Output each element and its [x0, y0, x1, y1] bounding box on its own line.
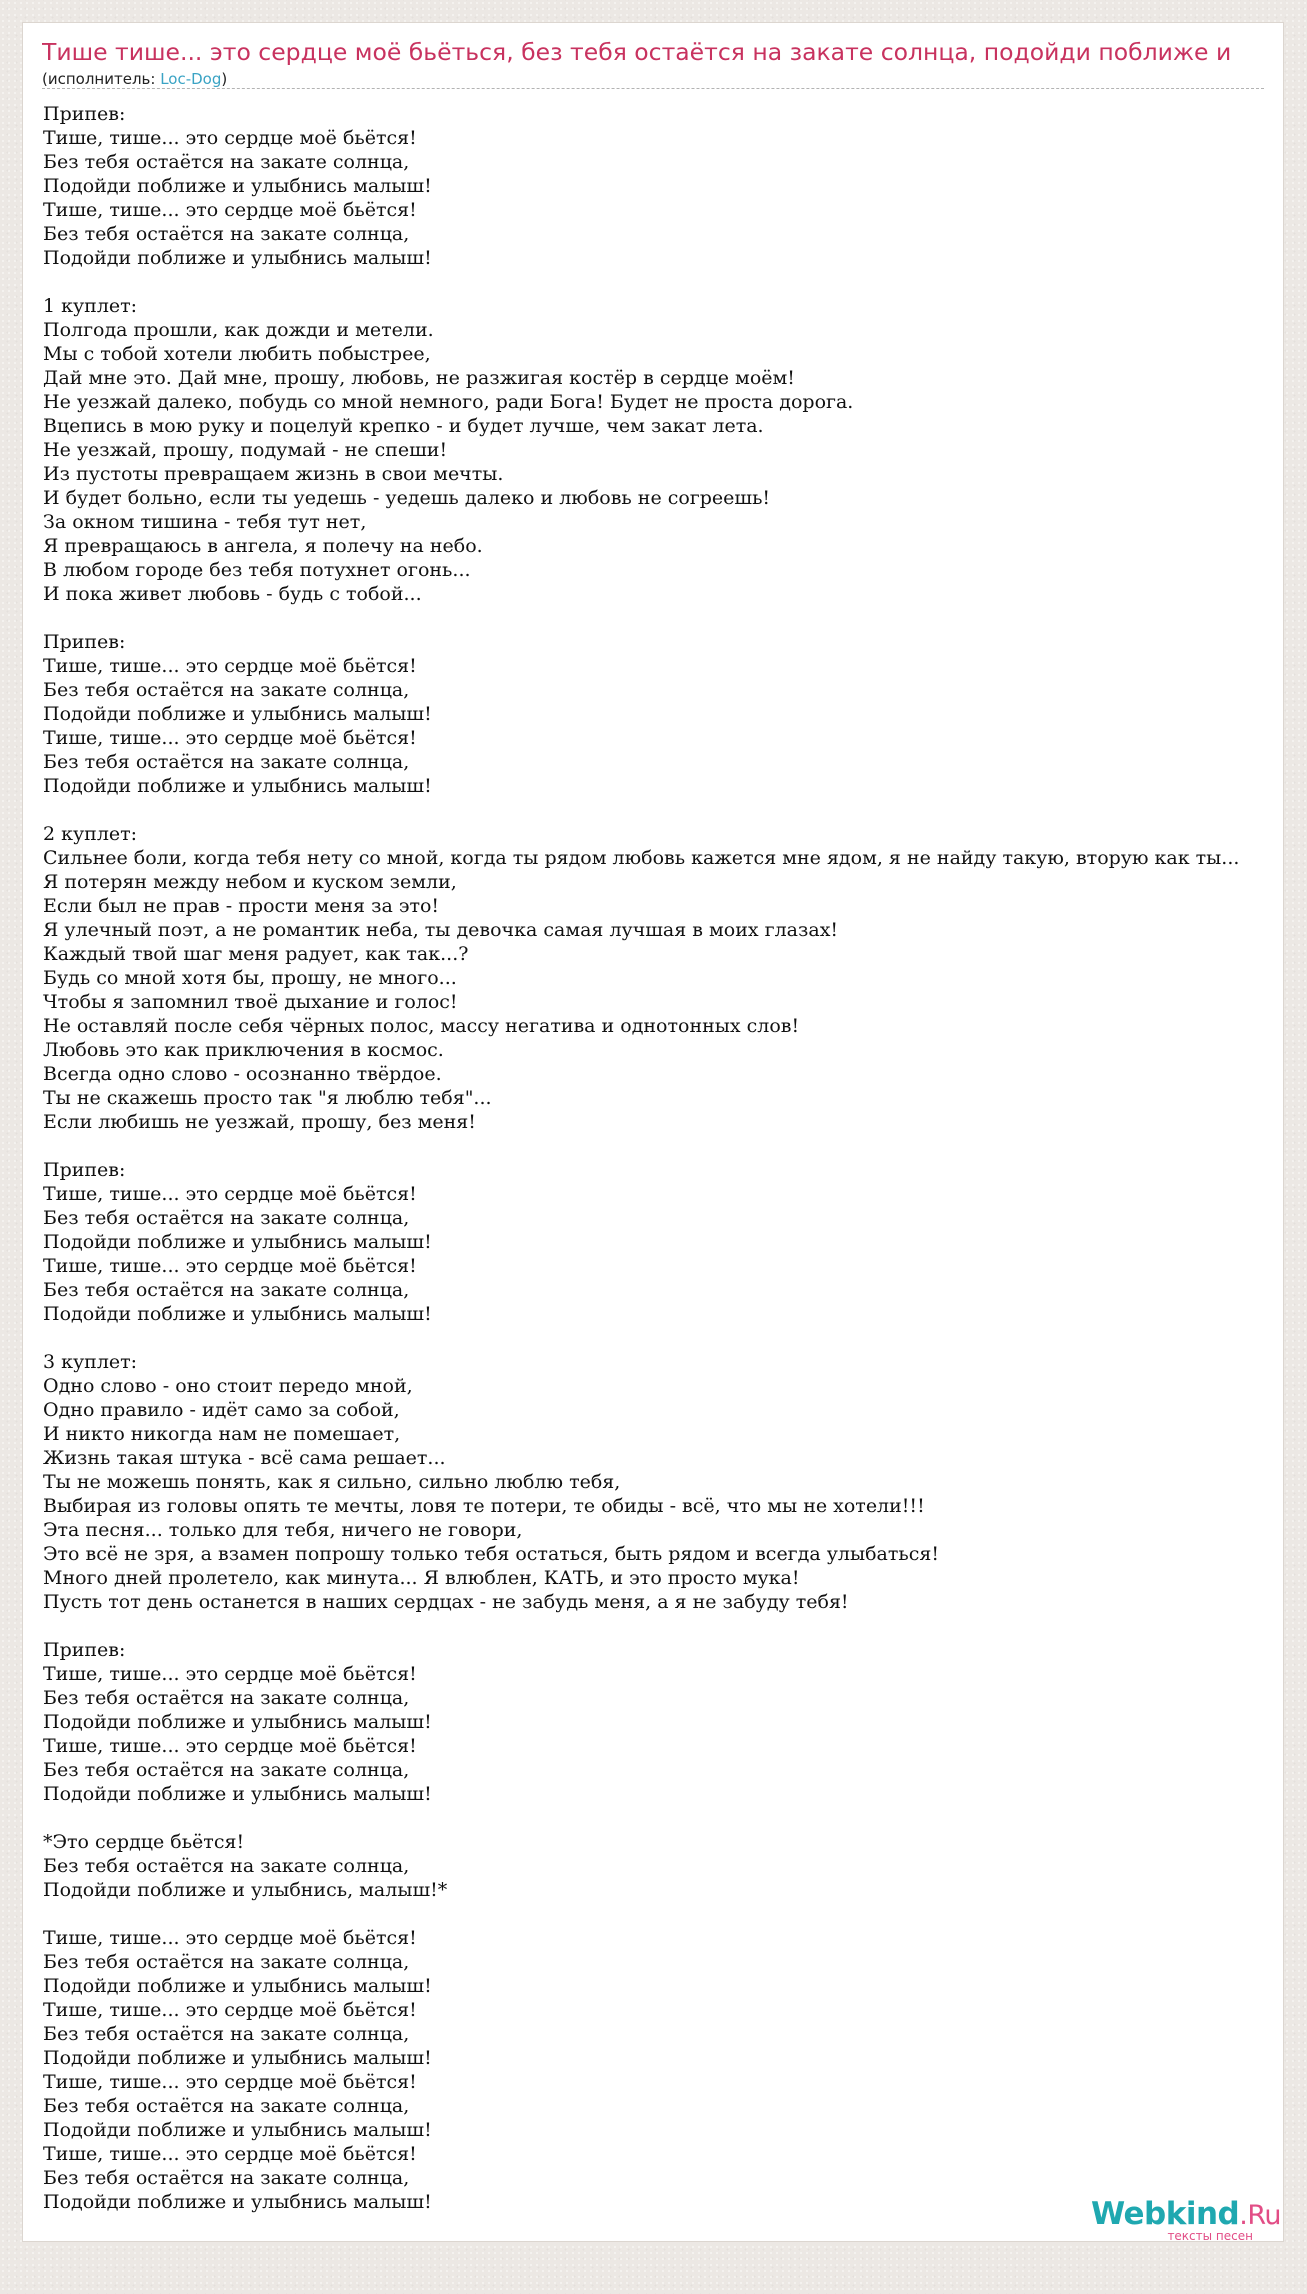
lyrics-line: 1 куплет: — [43, 295, 138, 317]
lyrics-line: Подойди поближе и улыбнись малыш! — [43, 1975, 432, 1997]
logo-wordmark-main: Webkind — [1090, 2196, 1240, 2232]
lyrics-line: И никто никогда нам не помешает, — [43, 1423, 401, 1445]
lyrics-line: Если любишь не уезжай, прошу, без меня! — [43, 1111, 476, 1133]
song-title: Тише тише... это сердце моё бьёться, без тебя остаётся на закате солнца, подойди поближе и — [42, 39, 1232, 65]
lyrics-line: И пока живет любовь - будь с тобой... — [43, 583, 422, 605]
lyrics-card — [22, 22, 1284, 2242]
lyrics-line: Тише, тише... это сердце моё бьётся! — [43, 1735, 417, 1757]
lyrics-line: Не уезжай далеко, побудь со мной немного, ради Бога! Будет не проста дорога. — [43, 391, 854, 413]
lyrics-line: Не уезжай, прошу, подумай - не спеши! — [43, 439, 448, 461]
lyrics-line: Тише, тише... это сердце моё бьётся! — [43, 1999, 417, 2021]
lyrics-line: Тише, тише... это сердце моё бьётся! — [43, 1183, 417, 1205]
lyrics-line: Будь со мной хотя бы, прошу, не много... — [43, 967, 457, 989]
lyrics-line: Пусть тот день останется в наших сердцах - не забудь меня, а я не забуду тебя! — [43, 1591, 849, 1613]
artist-prefix: (исполнитель: — [42, 70, 161, 88]
lyrics-blank-line — [43, 1902, 1283, 1926]
lyrics-line: Тише, тише... это сердце моё бьётся! — [43, 1255, 417, 1277]
lyrics-line: Одно слово - оно стоит передо мной, — [43, 1375, 413, 1397]
lyrics-line: Без тебя остаётся на закате солнца, — [43, 1279, 410, 1301]
lyrics-blank-line — [43, 606, 1283, 630]
lyrics-line: Тише, тише... это сердце моё бьётся! — [43, 1663, 417, 1685]
lyrics-line: Я превращаюсь в ангела, я полечу на небо. — [43, 535, 483, 557]
lyrics-line: Подойди поближе и улыбнись малыш! — [43, 247, 432, 269]
lyrics-line: Тише, тише... это сердце моё бьётся! — [43, 127, 417, 149]
lyrics-line: Жизнь такая штука - всё сама решает... — [43, 1447, 446, 1469]
lyrics-line: Подойди поближе и улыбнись малыш! — [43, 1711, 432, 1733]
lyrics-line: Припев: — [43, 631, 126, 653]
lyrics-line: За окном тишина - тебя тут нет, — [43, 511, 367, 533]
lyrics-line: Полгода прошли, как дожди и метели. — [43, 319, 434, 341]
lyrics-line: Чтобы я запомнил твоё дыхание и голос! — [43, 991, 458, 1013]
lyrics-line: Подойди поближе и улыбнись малыш! — [43, 2119, 432, 2141]
lyrics-line: Без тебя остаётся на закате солнца, — [43, 2095, 410, 2117]
lyrics-line: Это всё не зря, а взамен попрошу только тебя остаться, быть рядом и всегда улыбаться! — [43, 1543, 939, 1565]
lyrics-line: Без тебя остаётся на закате солнца, — [43, 1951, 410, 1973]
lyrics-line: Я улечный поэт, а не романтик неба, ты девочка самая лучшая в моих глазах! — [43, 919, 839, 941]
lyrics-line: Припев: — [43, 103, 126, 125]
lyrics-blank-line — [43, 798, 1283, 822]
lyrics-line: Много дней пролетело, как минута... Я влюблен, КАТЬ, и это просто мука! — [43, 1567, 800, 1589]
lyrics-line: Без тебя остаётся на закате солнца, — [43, 1687, 410, 1709]
lyrics-line: Тише, тише... это сердце моё бьётся! — [43, 655, 417, 677]
lyrics-line: Припев: — [43, 1159, 126, 1181]
lyrics-line: Ты не скажешь просто так "я люблю тебя"... — [43, 1087, 492, 1109]
lyrics-line: Без тебя остаётся на закате солнца, — [43, 2023, 410, 2045]
lyrics-line: Подойди поближе и улыбнись, малыш!* — [43, 1879, 448, 1901]
lyrics-line: Подойди поближе и улыбнись малыш! — [43, 1783, 432, 1805]
lyrics-line: Без тебя остаётся на закате солнца, — [43, 151, 410, 173]
lyrics-line: Ты не можешь понять, как я сильно, сильно люблю тебя, — [43, 1471, 621, 1493]
lyrics-blank-line — [43, 1134, 1283, 1158]
lyrics-line: Тише, тише... это сердце моё бьётся! — [43, 1927, 417, 1949]
lyrics-line: Подойди поближе и улыбнись малыш! — [43, 1231, 432, 1253]
lyrics-line: Эта песня... только для тебя, ничего не говори, — [43, 1519, 523, 1541]
lyrics-line: Из пустоты превращаем жизнь в свои мечты. — [43, 463, 504, 485]
lyrics-line: Без тебя остаётся на закате солнца, — [43, 2167, 410, 2189]
lyrics-line: Каждый твой шаг меня радует, как так...? — [43, 943, 469, 965]
lyrics-line: 3 куплет: — [43, 1351, 138, 1373]
lyrics-line: И будет больно, если ты уедешь - уедешь далеко и любовь не согреешь! — [43, 487, 771, 509]
logo-wordmark-tld: .Ru — [1239, 2200, 1281, 2231]
lyrics-line: Всегда одно слово - осознанно твёрдое. — [43, 1063, 442, 1085]
artist-line — [42, 70, 1264, 89]
lyrics-line: Сильнее боли, когда тебя нету со мной, когда ты рядом любовь кажется мне ядом, я не найду такую, вторую как ты... — [43, 847, 1240, 869]
artist-link[interactable]: Loc-Dog — [160, 70, 222, 88]
lyrics-line: Без тебя остаётся на закате солнца, — [43, 1759, 410, 1781]
lyrics-blank-line — [43, 1806, 1283, 1830]
lyrics-line: Без тебя остаётся на закате солнца, — [43, 751, 410, 773]
artist-suffix: ) — [221, 70, 228, 88]
lyrics-line: Без тебя остаётся на закате солнца, — [43, 679, 410, 701]
lyrics-line: Без тебя остаётся на закате солнца, — [43, 1855, 410, 1877]
lyrics-line: Любовь это как приключения в космос. — [43, 1039, 444, 1061]
lyrics-blank-line — [43, 270, 1283, 294]
lyrics-line: Припев: — [43, 1639, 126, 1661]
lyrics-line: Дай мне это. Дай мне, прошу, любовь, не разжигая костёр в сердце моём! — [43, 367, 795, 389]
lyrics-line: Подойди поближе и улыбнись малыш! — [43, 2191, 432, 2213]
lyrics-line: Подойди поближе и улыбнись малыш! — [43, 775, 432, 797]
lyrics-line: Я потерян между небом и куском земли, — [43, 871, 457, 893]
lyrics-line: Без тебя остаётся на закате солнца, — [43, 1207, 410, 1229]
lyrics-line: Выбирая из головы опять те мечты, ловя те потери, те обиды - всё, что мы не хотели!!! — [43, 1495, 925, 1517]
lyrics-line: Тише, тише... это сердце моё бьётся! — [43, 727, 417, 749]
lyrics-line: *Это сердце бьётся! — [43, 1831, 245, 1853]
logo-tagline: тексты песен — [1167, 2229, 1253, 2243]
lyrics-line: 2 куплет: — [43, 823, 138, 845]
webkind-logo[interactable] — [1085, 2197, 1281, 2243]
lyrics-blank-line — [43, 1326, 1283, 1350]
lyrics-line: Одно правило - идёт само за собой, — [43, 1399, 400, 1421]
lyrics-line: Подойди поближе и улыбнись малыш! — [43, 175, 432, 197]
lyrics-line: Вцепись в мою руку и поцелуй крепко - и будет лучше, чем закат лета. — [43, 415, 764, 437]
lyrics-line: Если был не прав - прости меня за это! — [43, 895, 440, 917]
lyrics-line: Тише, тише... это сердце моё бьётся! — [43, 2071, 417, 2093]
lyrics-line: Тише, тише... это сердце моё бьётся! — [43, 2143, 417, 2165]
lyrics-line: Мы с тобой хотели любить побыстрее, — [43, 343, 431, 365]
lyrics-line: Подойди поближе и улыбнись малыш! — [43, 1303, 432, 1325]
logo-wordmark — [1091, 2197, 1281, 2233]
lyrics-line: Без тебя остаётся на закате солнца, — [43, 223, 410, 245]
lyrics-line: Тише, тише... это сердце моё бьётся! — [43, 199, 417, 221]
lyrics-line: Подойди поближе и улыбнись малыш! — [43, 703, 432, 725]
lyrics-line: В любом городе без тебя потухнет огонь... — [43, 559, 471, 581]
lyrics-blank-line — [43, 1614, 1283, 1638]
lyrics-line: Не оставляй после себя чёрных полос, массу негатива и однотонных слов! — [43, 1015, 800, 1037]
lyrics-line: Подойди поближе и улыбнись малыш! — [43, 2047, 432, 2069]
lyrics-text — [43, 102, 1283, 2214]
